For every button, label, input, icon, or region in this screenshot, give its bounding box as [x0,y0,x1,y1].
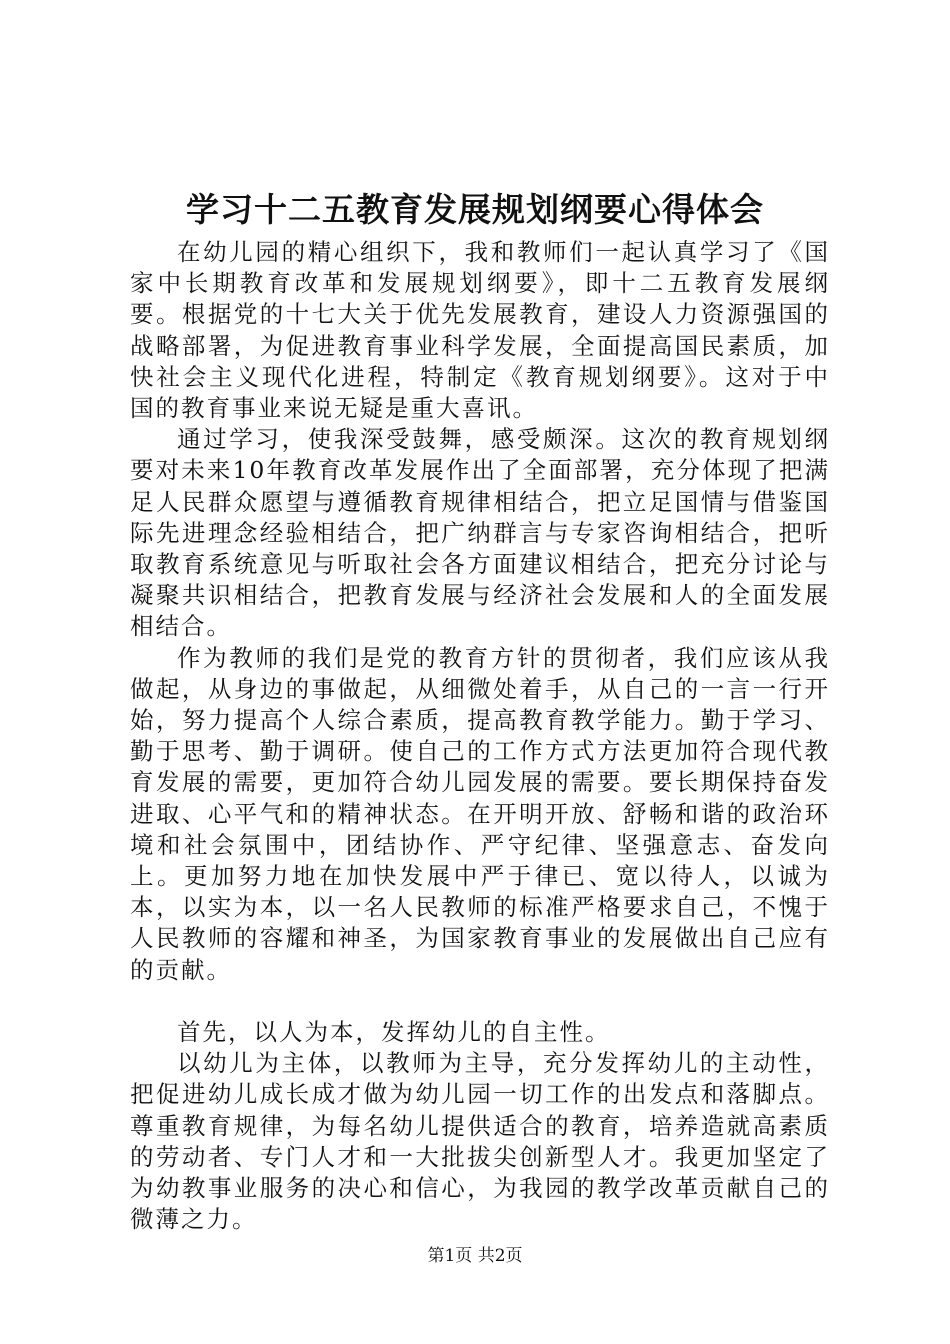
page-number-footer: 第1页 共2页 [427,1246,523,1266]
paragraph-first-point: 首先，以人为本，发挥幼儿的自主性。 [177,1018,611,1047]
document-title: 学习十二五教育发展规划纲要心得体会 [186,190,764,229]
paragraph-intro: 在幼儿园的精心组织下，我和教师们一起认真学习了《国家中长期教育改革和发展规划纲要》，即十二五教育发展纲要。根据党的十七大关于优先发展教育，建设人力资源强国的战略部署，为促进教育事业科学发展，全面提高国民素质，加快社会主义现代化进程，特制定《教育规划纲要》。这对于中国的教育事业来说无疑是重大喜讯。 [130,238,830,423]
document-body [130,237,830,1235]
paragraph-study-impressions: 通过学习，使我深受鼓舞，感受颇深。这次的教育规划纲要对未来10年教育改革发展作出了全面部署，充分体现了把满足人民群众愿望与遵循教育规律相结合，把立足国情与借鉴国际先进理念经验相结合，把广纳群言与专家咨询相结合，把听取教育系统意见与听取社会各方面建议相结合，把充分讨论与凝聚共识相结合，把教育发展与经济社会发展和人的全面发展相结合。 [130,425,830,641]
paragraph-child-centered: 以幼儿为主体，以教师为主导，充分发挥幼儿的主动性，把促进幼儿成长成才做为幼儿园一切工作的出发点和落脚点。尊重教育规律，为每名幼儿提供适合的教育，培养造就高素质的劳动者、专门人才和一大批拔尖创新型人才。我更加坚定了为幼教事业服务的决心和信心，为我园的教学改革贡献自己的微薄之力。 [130,1049,830,1234]
paragraph-teacher-role: 作为教师的我们是党的教育方针的贯彻者，我们应该从我做起，从身边的事做起，从细微处着手，从自己的一言一行开始，努力提高个人综合素质，提高教育教学能力。勤于学习、勤于思考、勤于调研。使自己的工作方式方法更加符合现代教育发展的需要，更加符合幼儿园发展的需要。要长期保持奋发进取、心平气和的精神状态。在开明开放、舒畅和谐的政治环境和社会氛围中，团结协作、严守纪律、坚强意志、奋发向上。更加努力地在加快发展中严于律已、宽以待人，以诚为本，以实为本，以一名人民教师的标准严格要求自己，不愧于人民教师的容耀和神圣，为国家教育事业的发展做出自己应有的贡献。 [130,643,830,984]
